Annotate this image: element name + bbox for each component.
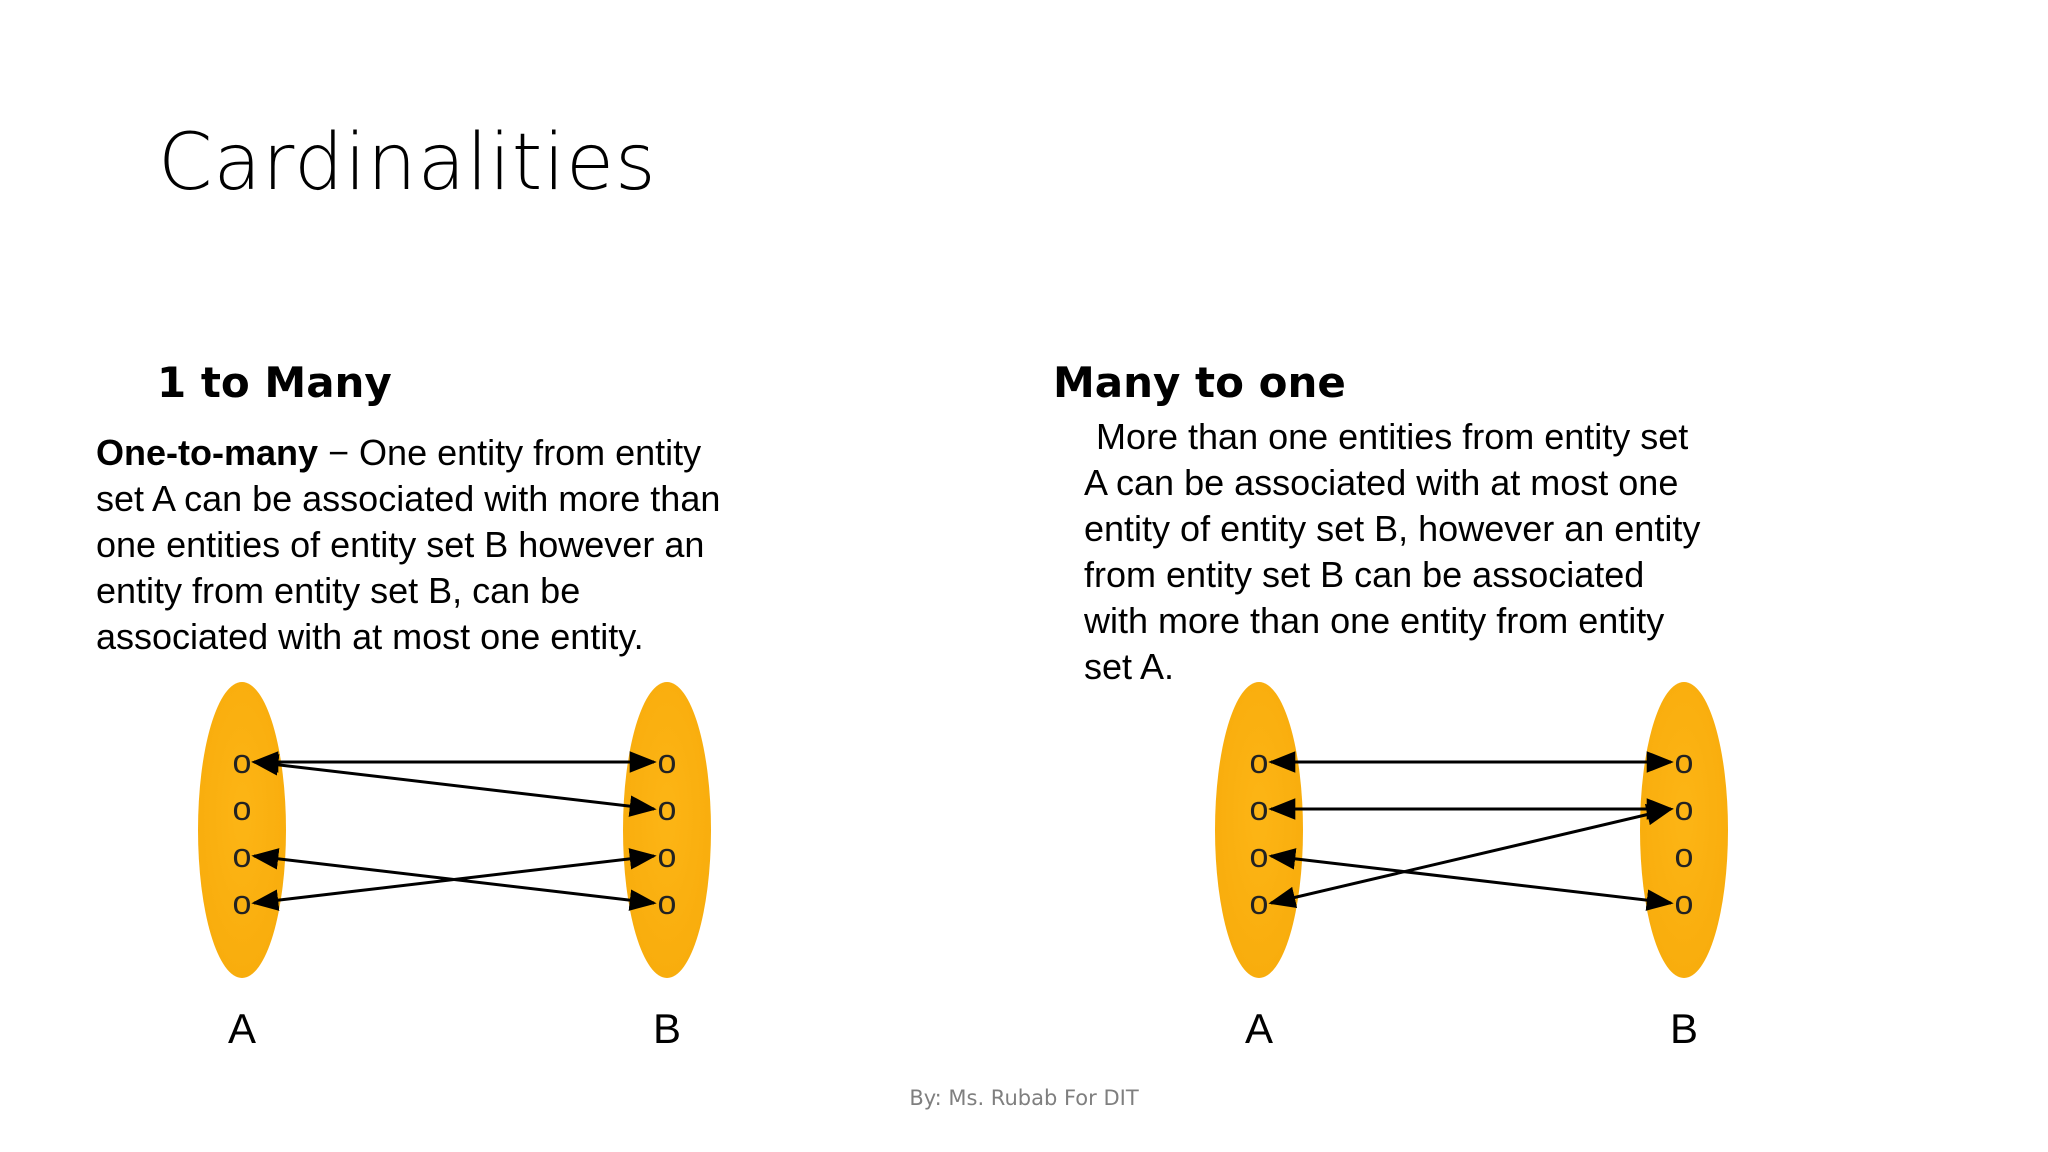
- many-to-one-diagram: [1187, 660, 1787, 1060]
- set-b-entity-4: o: [657, 884, 677, 922]
- many-to-one-heading: Many to one: [1053, 358, 1346, 407]
- many-to-one-description: More than one entities from entity set A can be associated with at most one entity of entity set B, however an entity from entity set B can be associated with more than one entity from entity set A.: [1084, 416, 1701, 687]
- set-a-entity-4: o: [232, 884, 252, 922]
- set-a-entity-4: o: [1249, 884, 1269, 922]
- mapping-arrow-a1-b2: [254, 762, 654, 809]
- set-b-label: B: [652, 1005, 682, 1052]
- set-a-label: A: [227, 1005, 257, 1052]
- set-b-entity-3: o: [1674, 837, 1694, 875]
- slide-title: Cardinalities: [158, 118, 657, 208]
- set-a-label: A: [1244, 1005, 1274, 1052]
- set-b-entity-2: o: [1674, 790, 1694, 828]
- one-to-many-text: − One entity from entity set A can be associated with more than one entities of entity set B however an entity from entity set B, can be associated with at most one entity.: [96, 432, 721, 657]
- mapping-arrow-a4-b2: [1271, 809, 1671, 903]
- set-a-entity-2: o: [1249, 790, 1269, 828]
- entity-set-a-ellipse: [198, 682, 286, 978]
- slide-footer: By: Ms. Rubab For DIT: [909, 1086, 1139, 1110]
- set-b-entity-4: o: [1674, 884, 1694, 922]
- one-to-many-diagram: [170, 660, 770, 1060]
- set-a-entity-2: o: [232, 790, 252, 828]
- one-to-many-description: [96, 430, 736, 660]
- entity-set-a-ellipse: [1215, 682, 1303, 978]
- one-to-many-term: One-to-many: [96, 432, 319, 473]
- set-a-entity-1: o: [1249, 743, 1269, 781]
- set-a-entity-1: o: [232, 743, 252, 781]
- set-b-entity-1: o: [657, 743, 677, 781]
- set-a-entity-3: o: [232, 837, 252, 875]
- set-b-label: B: [1669, 1005, 1699, 1052]
- one-to-many-heading: 1 to Many: [157, 358, 392, 407]
- set-b-entity-2: o: [657, 790, 677, 828]
- set-b-entity-3: o: [657, 837, 677, 875]
- set-b-entity-1: o: [1674, 743, 1694, 781]
- entity-set-b-ellipse: [1640, 682, 1728, 978]
- mapping-arrow-a3-b4: [1271, 856, 1671, 903]
- entity-set-b-ellipse: [623, 682, 711, 978]
- set-a-entity-3: o: [1249, 837, 1269, 875]
